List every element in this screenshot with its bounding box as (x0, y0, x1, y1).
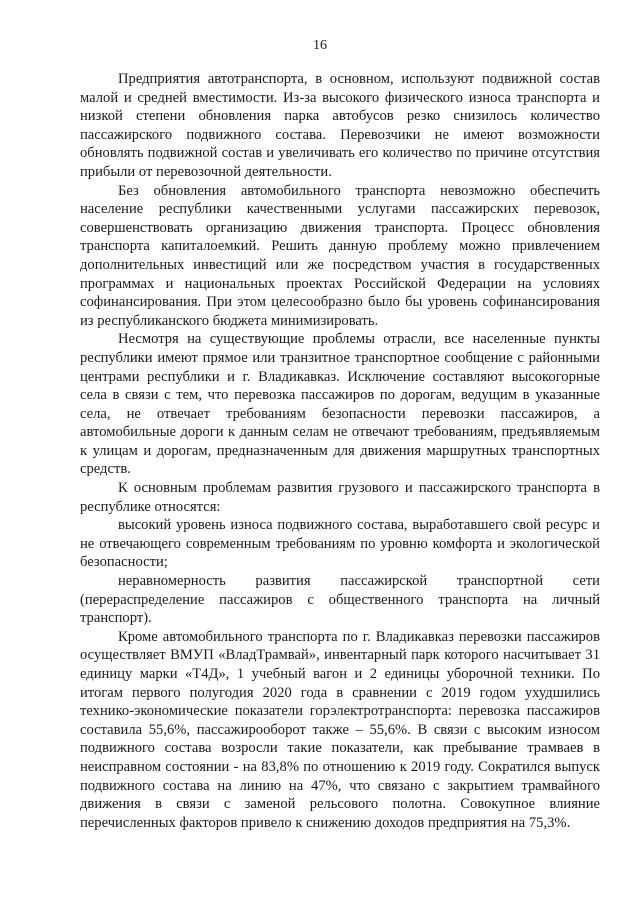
paragraph: Кроме автомобильного транспорта по г. Владикавказ перевозки пассажиров осуществляет ВМУП «ВладТрамвай», инвентарный парк которого насчитывает 31 единицу марки «Т4Д», 1 учебный вагон и 2 единицы уборочной техники. По итогам первого полугодия 2020 года в сравнении с 2019 годом ухудшились технико-экономические показатели горэлектротранспорта: перевозка пассажиров составила 55,6%, пассажирооборот также – 55,6%. В связи с высоким износом подвижного состава возросли такие показатели, как пребывание трамваев в неисправном состоянии - на 83,8% по отношению к 2019 году. Сократился выпуск подвижного состава на линию на 47%, что связано с закрытием трамвайного движения в связи с заменой рельсового полотна. Совокупное влияние перечисленных факторов привело к снижению доходов предприятия на 75,3%. (80, 628, 600, 831)
list-item-paragraph: неравномерность развития пассажирской транспортной сети (перераспределение пассажиров с общественного транспорта на личный транспорт). (80, 573, 600, 627)
page-number: 16 (313, 38, 327, 53)
paragraph: Без обновления автомобильного транспорта невозможно обеспечить население республики качественными услугами пассажирских перевозок, совершенствовать организацию движения транспорта. Процесс обновления транспорта капиталоемкий. Решить данную проблему можно привлечением дополнительных инвестиций или же посредством участия в государственных программах и национальных проектах Российской Федерации на условиях софинансирования. При этом целесообразно было бы уровень софинансирования из республиканского бюджета минимизировать. (80, 182, 600, 329)
paragraph: К основным проблемам развития грузового и пассажирского транспорта в республике относятся: (80, 480, 600, 515)
document-body (80, 70, 600, 832)
paragraph: Несмотря на существующие проблемы отрасли, все населенные пункты республики имеют прямое или транзитное транспортное сообщение с районными центрами республики и г. Владикавказ. Исключение составляют высокогорные села в связи с тем, что перевозка пассажиров по дорогам, ведущим в указанные села, не отвечает требованиям безопасности перевозки пассажиров, а автомобильные дороги к данным селам не отвечают требованиям, предъявляемым к улицам и дорогам, предназначенным для движения маршрутных транспортных средств. (80, 331, 600, 478)
paragraph: Предприятия автотранспорта, в основном, используют подвижной состав малой и средней вместимости. Из-за высокого физического износа транспорта и низкой степени обновления парка автобусов резко снизилось количество пассажирского подвижного состава. Перевозчики не имеют возможности обновлять подвижной состав и увеличивать его количество по причине отсутствия прибыли от перевозочной деятельности. (80, 71, 600, 180)
list-item-paragraph: высокий уровень износа подвижного состава, выработавшего свой ресурс и не отвечающего современным требованиям по уровню комфорта и экологической безопасности; (80, 517, 600, 571)
